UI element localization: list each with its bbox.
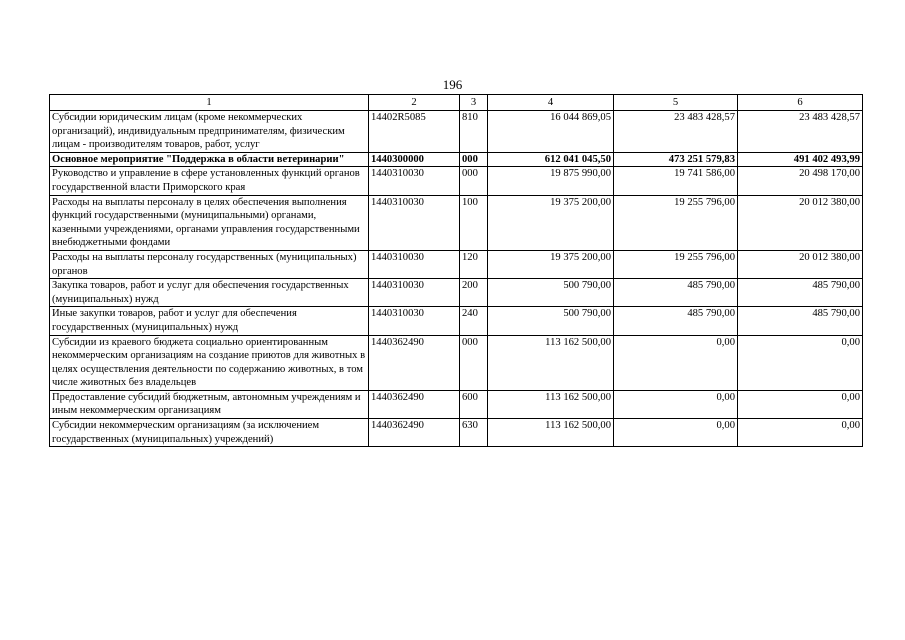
table-body <box>50 111 863 447</box>
row-value-col4-cell: 19 375 200,00 <box>488 195 614 250</box>
table-row <box>50 152 863 167</box>
row-value-col6-cell: 20 012 380,00 <box>738 195 863 250</box>
page-number: 196 <box>442 77 463 92</box>
row-value-col6-cell: 20 012 380,00 <box>738 250 863 278</box>
row-name-cell: Расходы на выплаты персоналу в целях обеспечения выполнения функций государственными (муниципальными) органами, казенными учреждениями, органами управления государственными внебюджетными фондами <box>50 195 369 250</box>
row-csr-cell: 1440362490 <box>369 335 460 390</box>
row-value-col6-cell: 485 790,00 <box>738 307 863 335</box>
row-vr-cell: 200 <box>460 279 488 307</box>
row-value-col5-cell: 485 790,00 <box>614 279 738 307</box>
row-value-col6-cell: 23 483 428,57 <box>738 111 863 153</box>
row-vr-cell: 100 <box>460 195 488 250</box>
row-name-cell: Иные закупки товаров, работ и услуг для обеспечения государственных (муниципальных) нужд <box>50 307 369 335</box>
row-vr-cell: 000 <box>460 152 488 167</box>
row-value-col6-cell: 485 790,00 <box>738 279 863 307</box>
row-csr-cell: 1440310030 <box>369 307 460 335</box>
table-row <box>50 167 863 195</box>
row-value-col4-cell: 113 162 500,00 <box>488 419 614 447</box>
row-value-col5-cell: 23 483 428,57 <box>614 111 738 153</box>
header-col-3: 3 <box>460 95 488 111</box>
row-value-col5-cell: 473 251 579,83 <box>614 152 738 167</box>
table-row <box>50 250 863 278</box>
row-name-cell: Субсидии из краевого бюджета социально ориентированным некоммерческим организациям на создание приютов для животных в целях осуществления деятельности по содержанию животных, в том числе животных без владельцев <box>50 335 369 390</box>
row-csr-cell: 1440362490 <box>369 419 460 447</box>
row-vr-cell: 630 <box>460 419 488 447</box>
row-value-col5-cell: 19 255 796,00 <box>614 250 738 278</box>
row-value-col4-cell: 612 041 045,50 <box>488 152 614 167</box>
row-vr-cell: 000 <box>460 335 488 390</box>
header-col-4: 4 <box>488 95 614 111</box>
row-name-cell: Субсидии юридическим лицам (кроме некоммерческих организаций), индивидуальным предпринимателям, физическим лицам - производителям товаров, работ, услуг <box>50 111 369 153</box>
row-value-col6-cell: 20 498 170,00 <box>738 167 863 195</box>
table-row <box>50 390 863 418</box>
table-row <box>50 335 863 390</box>
row-vr-cell: 240 <box>460 307 488 335</box>
row-value-col6-cell: 0,00 <box>738 419 863 447</box>
table-header-row <box>50 95 863 111</box>
row-value-col4-cell: 113 162 500,00 <box>488 390 614 418</box>
header-col-1: 1 <box>50 95 369 111</box>
row-value-col5-cell: 19 741 586,00 <box>614 167 738 195</box>
row-csr-cell: 1440310030 <box>369 167 460 195</box>
row-value-col6-cell: 0,00 <box>738 390 863 418</box>
row-name-cell: Расходы на выплаты персоналу государственных (муниципальных) органов <box>50 250 369 278</box>
row-name-cell: Руководство и управление в сфере установленных функций органов государственной власти Приморского края <box>50 167 369 195</box>
row-value-col6-cell: 0,00 <box>738 335 863 390</box>
row-csr-cell: 1440362490 <box>369 390 460 418</box>
row-name-cell: Основное мероприятие "Поддержка в области ветеринарии" <box>50 152 369 167</box>
row-vr-cell: 600 <box>460 390 488 418</box>
row-name-cell: Субсидии некоммерческим организациям (за исключением государственных (муниципальных) учреждений) <box>50 419 369 447</box>
table-row <box>50 419 863 447</box>
row-value-col4-cell: 500 790,00 <box>488 307 614 335</box>
header-col-2: 2 <box>369 95 460 111</box>
row-csr-cell: 14402R5085 <box>369 111 460 153</box>
header-col-5: 5 <box>614 95 738 111</box>
table-row <box>50 111 863 153</box>
budget-table <box>49 94 863 447</box>
table-row <box>50 195 863 250</box>
row-value-col4-cell: 500 790,00 <box>488 279 614 307</box>
row-value-col4-cell: 113 162 500,00 <box>488 335 614 390</box>
row-name-cell: Предоставление субсидий бюджетным, автономным учреждениям и иным некоммерческим организациям <box>50 390 369 418</box>
row-value-col5-cell: 19 255 796,00 <box>614 195 738 250</box>
row-vr-cell: 810 <box>460 111 488 153</box>
row-csr-cell: 1440310030 <box>369 250 460 278</box>
row-value-col4-cell: 19 375 200,00 <box>488 250 614 278</box>
row-value-col4-cell: 19 875 990,00 <box>488 167 614 195</box>
row-value-col5-cell: 0,00 <box>614 335 738 390</box>
table-row <box>50 307 863 335</box>
row-csr-cell: 1440310030 <box>369 195 460 250</box>
row-value-col4-cell: 16 044 869,05 <box>488 111 614 153</box>
row-value-col5-cell: 485 790,00 <box>614 307 738 335</box>
row-value-col5-cell: 0,00 <box>614 390 738 418</box>
header-col-6: 6 <box>738 95 863 111</box>
row-name-cell: Закупка товаров, работ и услуг для обеспечения государственных (муниципальных) нужд <box>50 279 369 307</box>
row-vr-cell: 000 <box>460 167 488 195</box>
row-csr-cell: 1440300000 <box>369 152 460 167</box>
table-row <box>50 279 863 307</box>
row-vr-cell: 120 <box>460 250 488 278</box>
row-value-col5-cell: 0,00 <box>614 419 738 447</box>
row-value-col6-cell: 491 402 493,99 <box>738 152 863 167</box>
row-csr-cell: 1440310030 <box>369 279 460 307</box>
